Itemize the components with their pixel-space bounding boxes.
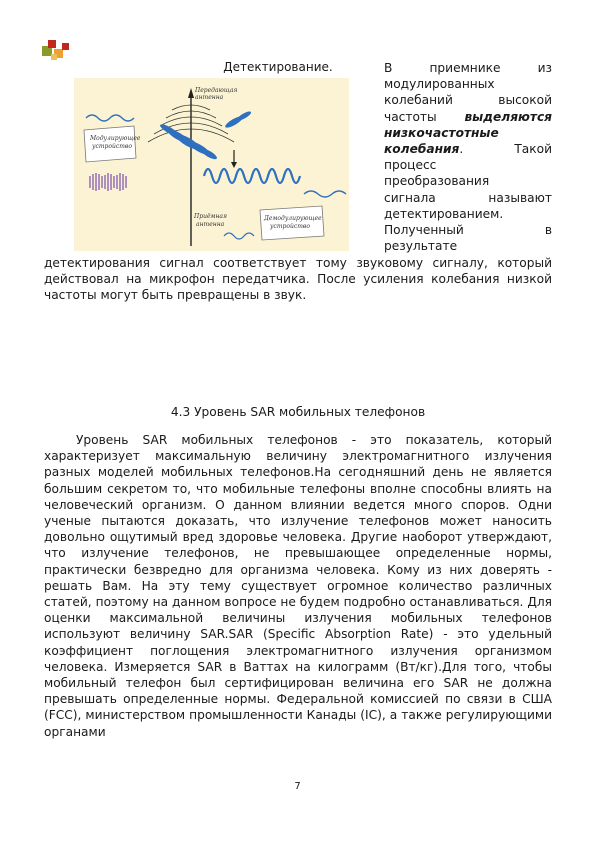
emphasis-text: колебания <box>384 142 460 157</box>
side-line: детектированием. <box>384 206 504 221</box>
demodulator-label-2: устройство <box>270 223 311 230</box>
side-line: сигнала называют <box>384 190 552 205</box>
logo <box>42 40 72 62</box>
side-line: В приемнике из <box>384 61 552 75</box>
side-line: колебаний высокой <box>384 93 552 108</box>
received-wave <box>204 169 300 183</box>
receive-antenna-label-1: Приёмная <box>194 213 227 220</box>
transmit-antenna-label-2: антенна <box>195 94 224 101</box>
receive-antenna-label-2: антенна <box>196 221 225 228</box>
side-line: результате <box>384 239 458 254</box>
side-fragment: частоты <box>384 109 465 124</box>
modulating-device <box>84 126 141 162</box>
transmit-antenna-label-1: Передающая <box>195 87 238 94</box>
radiated-beam <box>159 110 252 161</box>
output-wave <box>304 191 346 197</box>
demodulator-label-1: Демодулирующее <box>264 215 322 222</box>
emphasis-text: низкочастотные <box>384 125 499 140</box>
paragraph-detection: детектирования сигнал соответствует тому звуковому сигналу, который действовал на микрофон передатчика. После усиления колебания низкой частоты могут быть превращены в звук. <box>44 256 552 303</box>
detection-diagram <box>74 78 349 251</box>
side-fragment: . Такой <box>459 142 552 157</box>
side-line: модулированных <box>384 77 495 92</box>
demodulating-device <box>260 206 324 240</box>
demod-input-wave <box>224 233 254 239</box>
figure-title: Детектирование. <box>223 60 333 74</box>
page-number: 7 <box>294 781 301 792</box>
side-line: преобразования <box>384 174 490 189</box>
side-line <box>384 141 552 157</box>
modulator-label-2: устройство <box>92 143 133 150</box>
side-line: процесс <box>384 158 437 173</box>
input-wave <box>86 115 134 121</box>
modulated-signal <box>90 173 126 191</box>
side-text <box>384 60 552 254</box>
side-line <box>384 109 552 125</box>
side-line <box>384 125 552 141</box>
paragraph-sar: Уровень SAR мобильных телефонов - это показатель, который характеризует максимальную величину электромагнитного излучения разных моделей мобильных телефонов.На сегодняшний день не является большим секретом то, что мобильные телефоны вполне способны влиять на человеческий организм. О данном влиянии ведется много споров. Одни ученые пытаются доказать, что излучение телефонов может наносить довольно ощутимый вред здоровье человека. Другие наоборот утверждают, что излучение телефонов, не превышающее определенные нормы, практически безвредно для организма человека. Кому из них доверять - решать Вам. На эту тему существует огромное количество различных статей, поэтому на данном вопросе не будем подробно останавливаться. Для оценки максимальной величины излучения мобильных телефонов используют величину SAR.SAR (Specific Absorption Rate) - это удельный коэффициент поглощения электромагнитного излучения организмом человека. Измеряется SAR в Ваттах на килограмм (Вт/кг).Для того, чтобы мобильный телефон был сертифицирован величина его SAR не должна превышать определенные нормы. Федеральной комиссией по связи в США (FCC), министерством промышленности Канады (IC), а также регулирующими органами <box>44 433 552 739</box>
side-line: Полученный в <box>384 223 552 238</box>
section-heading: 4.3 Уровень SAR мобильных телефонов <box>170 405 426 419</box>
modulator-label-1: Модулирующее <box>90 135 141 142</box>
emphasis-text: выделяются <box>464 109 552 124</box>
